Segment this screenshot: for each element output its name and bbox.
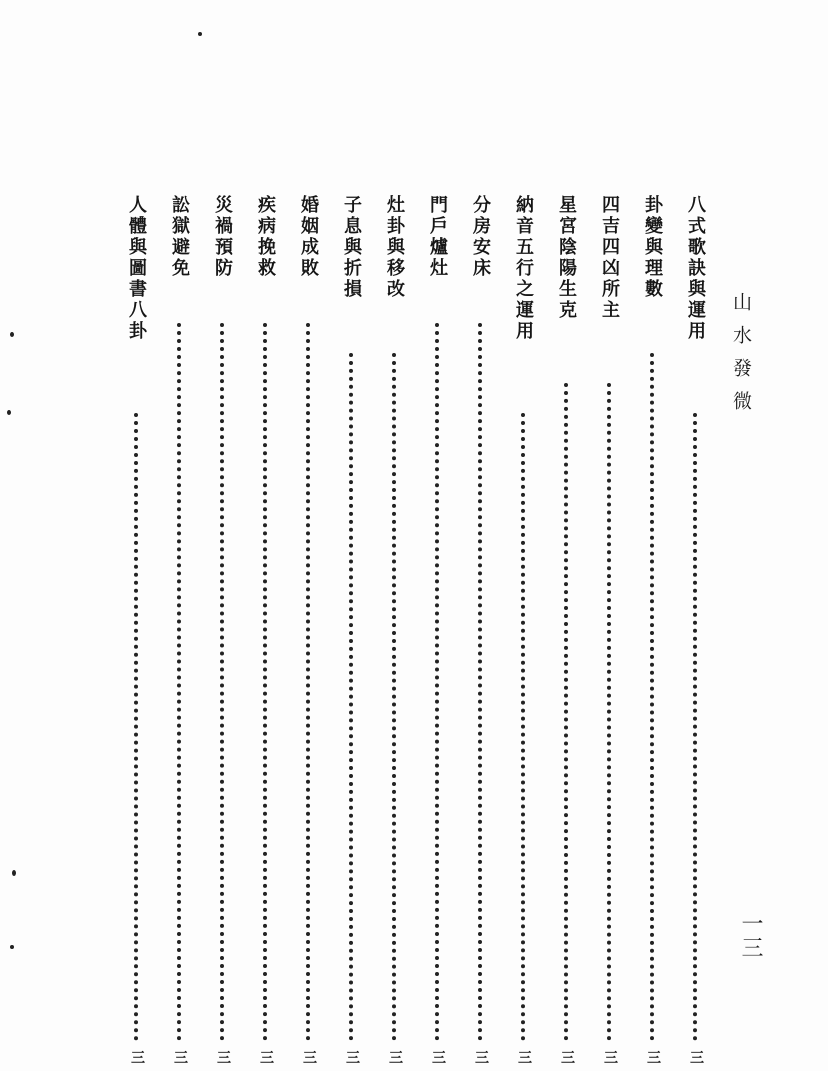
toc-entry[interactable] bbox=[508, 195, 538, 1075]
toc-leader-dots bbox=[693, 413, 701, 1041]
toc-entry-page: 三 bbox=[258, 1050, 274, 1065]
toc-entry-page: 三 bbox=[129, 1050, 145, 1065]
toc-entry-page: 三 bbox=[215, 1050, 231, 1065]
toc-leader-dots bbox=[220, 323, 228, 1041]
toc-leader-dots bbox=[435, 323, 443, 1041]
toc-entry-title: 分房安床 bbox=[470, 195, 491, 279]
toc-entry[interactable] bbox=[379, 195, 409, 1075]
ink-speck bbox=[198, 32, 202, 36]
ink-speck bbox=[12, 870, 16, 876]
toc-entry-page: 三 bbox=[430, 1050, 446, 1065]
toc-entry-page: 三 bbox=[559, 1050, 575, 1065]
toc-entry-page: 三 bbox=[344, 1050, 360, 1065]
toc-entry-page: 三 bbox=[172, 1050, 188, 1065]
ink-speck bbox=[10, 332, 14, 337]
toc-entry-page: 三 bbox=[688, 1050, 704, 1065]
toc-entry-title: 人體與圖書八卦 bbox=[126, 195, 147, 342]
running-title: 山水發微 bbox=[730, 292, 752, 424]
ink-speck bbox=[7, 410, 11, 415]
toc-entry-title: 災禍預防 bbox=[212, 195, 233, 279]
toc-entry-page: 三 bbox=[516, 1050, 532, 1065]
toc-entry[interactable] bbox=[293, 195, 323, 1075]
toc-entry-title: 門戶爐灶 bbox=[427, 195, 448, 279]
toc-leader-dots bbox=[564, 383, 572, 1041]
toc-entry-page: 三 bbox=[473, 1050, 489, 1065]
toc-entry[interactable] bbox=[121, 195, 151, 1075]
toc-leader-dots bbox=[263, 323, 271, 1041]
toc-entry-page: 三 bbox=[387, 1050, 403, 1065]
toc-leader-dots bbox=[478, 323, 486, 1041]
toc-entry[interactable] bbox=[207, 195, 237, 1075]
toc-entry-title: 灶卦與移改 bbox=[384, 195, 405, 300]
toc-leader-dots bbox=[650, 353, 658, 1041]
toc-leader-dots bbox=[392, 353, 400, 1041]
toc-entry-page: 三 bbox=[301, 1050, 317, 1065]
toc-entry-title: 訟獄避免 bbox=[169, 195, 190, 279]
toc-entry[interactable] bbox=[551, 195, 581, 1075]
toc-leader-dots bbox=[134, 413, 142, 1041]
toc-entry-page: 三 bbox=[645, 1050, 661, 1065]
toc-leader-dots bbox=[607, 383, 615, 1041]
toc-entry[interactable] bbox=[465, 195, 495, 1075]
toc-entry-title: 婚姻成敗 bbox=[298, 195, 319, 279]
toc-leader-dots bbox=[306, 323, 314, 1041]
toc-entry-title: 四吉四凶所主 bbox=[599, 195, 620, 321]
toc-entry[interactable] bbox=[680, 195, 710, 1075]
toc-entry-title: 星宮陰陽生克 bbox=[556, 195, 577, 321]
toc-entry[interactable] bbox=[250, 195, 280, 1075]
toc-entry[interactable] bbox=[164, 195, 194, 1075]
toc-entry-page: 三 bbox=[602, 1050, 618, 1065]
toc-entry[interactable] bbox=[594, 195, 624, 1075]
toc-entry-title: 疾病挽救 bbox=[255, 195, 276, 279]
toc-entry[interactable] bbox=[336, 195, 366, 1075]
toc-entry[interactable] bbox=[637, 195, 667, 1075]
toc-leader-dots bbox=[177, 323, 185, 1041]
toc-entry[interactable] bbox=[422, 195, 452, 1075]
ink-speck bbox=[10, 945, 14, 949]
toc-entry-title: 八式歌訣與運用 bbox=[685, 195, 706, 342]
toc-entry-title: 子息與折損 bbox=[341, 195, 362, 300]
page-number: 一三 bbox=[738, 912, 763, 960]
toc-entry-title: 卦變與理數 bbox=[642, 195, 663, 300]
toc-entry-title: 納音五行之運用 bbox=[513, 195, 534, 342]
toc-leader-dots bbox=[521, 413, 529, 1041]
toc-leader-dots bbox=[349, 353, 357, 1041]
